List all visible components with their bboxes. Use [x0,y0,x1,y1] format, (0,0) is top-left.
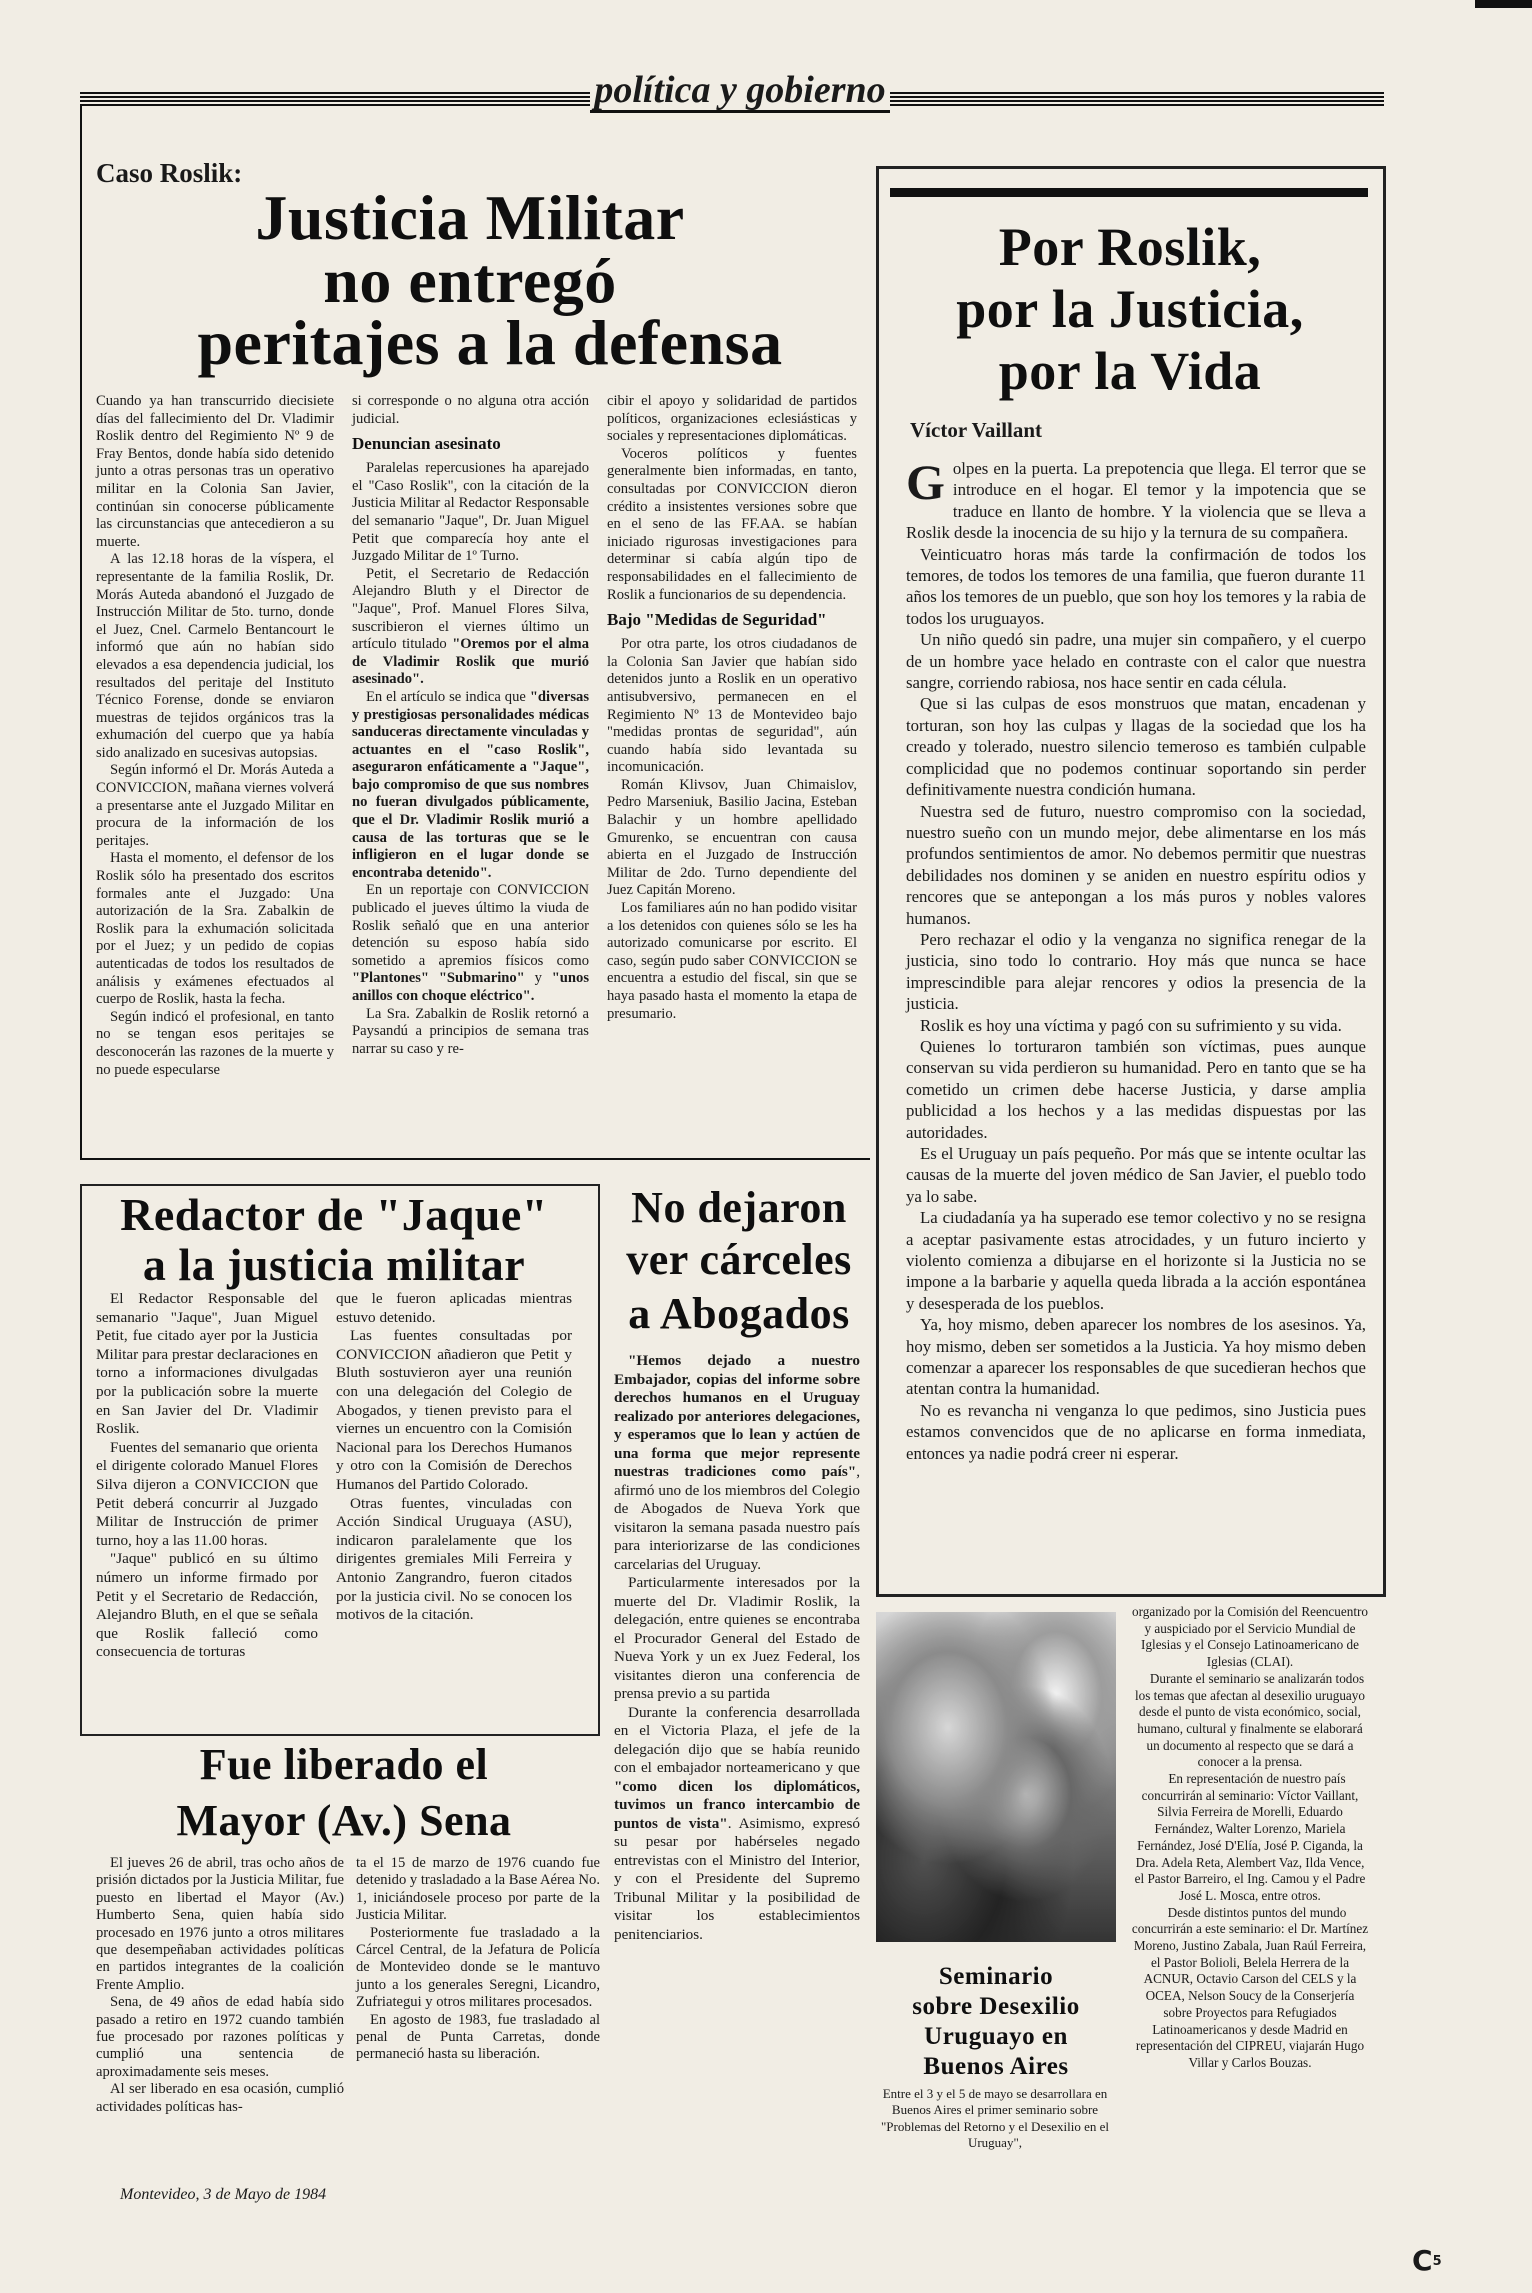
headline-line-1: Justicia Militar [255,182,685,253]
paragraph: Sena, de 49 años de edad había sido pasado a retiro en 1972 cuando también fue procesado por razones políticas y cumplió una sentencia de aproximadamente seis meses. [96,1994,344,2080]
header-rule-left [80,92,590,106]
paragraph: si corresponde o no alguna otra acción judicial. [352,393,589,427]
editorial-top-rule [890,188,1368,197]
left-frame-line-bottom [80,1158,870,1160]
text: En un reportaje con CONVICCION publicado el jueves último la viuda de Roslik señaló que en una anterior detención su esposo había sido sometido a apremios físicos como [352,882,589,969]
quote: "como dicen los diplomáticos, tuvimos un franco intercambio de puntos de vista" [614,1777,860,1832]
paragraph [352,689,589,883]
text: olpes en la puerta. La prepotencia que llega. El terror que se introduce en el hogar. El temor y la impotencia que se traduce en llanto de hombre. Y la violencia que se lleva a Roslik desde la inocencia de su hijo y la ternura de su compañera. [906,459,1366,543]
quote: "Hemos dejado a nuestro Embajador, copias del informe sobre derechos humanos en el Uruguay realizado por anteriores delegaciones, y esperamos que lo lean y actúen de una forma que mejor represente nuestras tradiciones como país" [614,1352,860,1480]
article3-headline-1: No dejaron [631,1183,847,1232]
text: , afirmó uno de los miembros del Colegio de Abogados de Nueva York que visitaron la semana pasada nuestro país para interiorizarse de las condiciones carcelarias del Uruguay. [614,1463,860,1573]
editorial-headline-3: por la Vida [998,341,1262,401]
paragraph: Pero rechazar el odio y la venganza no significa renegar de la justicia, sino todo lo contrario. Hoy más que nunca se hace imprescindible para alejar rencores y odios la presencia de la justicia. [906,929,1366,1014]
quote-title: "Oremos por el alma de Vladimir Roslik que murió asesinado". [352,636,589,688]
article2-headline-2: a la justicia militar [142,1239,526,1290]
article1-col3 [607,393,857,1023]
text: Petit, el Secretario de Redacción Alejandro Bluth y el Director de "Jaque", Prof. Manuel Flores Silva, suscribieron el viernes último un artículo titulado [352,565,589,653]
subhead-denuncian: Denuncian asesinato [352,434,501,454]
paragraph: ta el 15 de marzo de 1976 cuando fue detenido y trasladado a la Base Aérea No. 1, iniciándosele proceso por parte de la Justicia Militar. [356,1855,600,1924]
paragraph: Según informó el Dr. Morás Auteda a CONVICCION, mañana viernes volverá a presentarse ante el Juzgado Militar en procura de la información de los peritajes. [96,762,334,849]
text: . Asimismo, expresó su pesar por habérseles negado entrevistas con el Ministro del Interior, y con el Presidente del Supremo Tribunal Militar y la posibilidad de visitar los establecimientos penitenciarios. [614,1814,860,1943]
corner-mark [1475,0,1532,8]
editorial-lead [906,454,1366,544]
seminar-photo [876,1612,1116,1942]
article4-col2 [356,1855,600,2064]
paragraph: En representación de nuestro país concurrirán al seminario: Víctor Vaillant, Silvia Ferreira de Morelli, Eduardo Fernández, Walter Lorenzo, Mariela Fernández, José D'Elía, José P. Ciganda, la Dra. Adela Reta, Alembert Vaz, Ilda Vence, el Pastor Barreiro, el Ing. Camou y el Padre José L. Mosca, entre otros. [1134,1771,1366,1903]
text: Durante la conferencia desarrollada en el Victoria Plaza, el jefe de la delegación dijo que se había reunido con el embajador norteamericano y que [614,1703,860,1776]
quote: "diversas y prestigiosas personalidades médicas sanduceras directamente vinculadas y actuantes en el "caso Roslik", aseguraron enfáticamente a "Jaque", bajo compromiso de que sus nombres no fueran divulgados públicamente, que el Dr. Vladimir Roslik murió a causa de las torturas que se le infligieron en el lugar donde se encontraba detenido". [352,688,589,881]
paragraph: Durante el seminario se analizarán todos los temas que afectan al desexilio uruguayo desde el punto de vista económico, social, humano, cultural y finalmente se elaborará un documento al respecto que se dará a conocer a la prensa. [1135,1670,1365,1770]
text: En el artículo se indica que [366,688,530,705]
kicker: Caso Roslik: [96,158,243,188]
publication-logo [1412,2246,1442,2277]
article5-col [1130,1604,1370,2072]
paragraph: cibir el apoyo y solidaridad de partidos políticos, organizaciones eclesiásticas y sociales y representaciones diplomáticas. [607,393,857,445]
paragraph: Según indicó el profesional, en tanto no se tengan esos peritajes se desconocerán las razones de la muerte y no puede especularse [96,1008,334,1078]
paragraph: El jueves 26 de abril, tras ocho años de prisión dictados por la Justicia Militar, fue puesto en libertad el Mayor (Av.) Humberto Sena, quien había sido procesado en 1976 junto a otros militares que desempeñaban actividades políticas en partidos integrantes de la coalición Frente Amplio. [96,1855,344,1993]
paragraph: Hasta el momento, el defensor de los Roslik sólo ha presentado dos escritos formales ante el Juzgado: Una autorización de la Sra. Zabalkin de Roslik para la exhumación solicitada por el Juez; y un pedido de copias autenticadas de todos los resultados de análisis y exámenes efectuados al cuerpo de Roslik, hasta la fecha. [96,850,334,1008]
article3-body [614,1352,860,1944]
paragraph: Particularmente interesados por la muerte del Dr. Vladimir Roslik, la delegación, entre quienes se encontraba el Procurador General del Estado de Nueva York y un ex Juez Federal, los visitantes dieron una conferencia de prensa previo a su partida [614,1574,860,1702]
paragraph: Es el Uruguay un país pequeño. Por más que se intente ocultar las causas de la muerte del joven médico de San Javier, el pueblo todo ya lo sabe. [906,1144,1366,1206]
headline-line-2: no entregó [323,245,617,316]
quote: "Plantones" "Submarino" [352,970,525,987]
paragraph: Las fuentes consultadas por CONVICCION añadieron que Petit y Bluth sostuvieron ayer una reunión con una delegación del Colegio de Abogados, y tienen previsto para el viernes un encuentro con la Comisión Nacional para los Derechos Humanos y otro con la Comisión de Derechos Humanos del Partido Colorado. [336,1327,572,1493]
paragraph: Quienes lo torturaron también son víctimas, pues aunque conservan su vida perdieron su humanidad. Pero en tanto que se ha cometido un crimen debe hacerse Justicia, y darse amplia publicidad a los hechos y a las medidas dispuestas por las autoridades. [906,1036,1366,1142]
section-title: política y gobierno [590,70,890,113]
dropcap: G [906,454,945,510]
paragraph: Ya, hoy mismo, deben aparecer los nombres de los asesinos. Ya, hoy mismo, deben ser sometidos a la Justicia. Ya hoy mismo deben comenzar a aparecer los responsables de que sucedieran hechos que atentan contra la humanidad. [906,1315,1366,1399]
article2-col1 [96,1290,318,1662]
paragraph: En agosto de 1983, fue trasladado al penal de Punta Carretas, donde permaneció hasta su liberación. [356,2011,600,2063]
paragraph: Roslik es hoy una víctima y pagó con su sufrimiento y su vida. [920,1015,1342,1035]
paragraph: organizado por la Comisión del Reencuentro y auspiciado por el Servicio Mundial de Iglesias y el Consejo Latinoamericano de Iglesias (CLAI). [1132,1604,1368,1670]
editorial-headline-1: Por Roslik, [998,217,1262,277]
paragraph: Los familiares aún no han podido visitar a los detenidos con quienes sólo se les ha autorizado comunicarse por escrito. El caso, según pudo saber CONVICCION se encuentra a estudio del fiscal, sin que se haya pasado hasta el momento la etapa de presumario. [607,900,857,1022]
paragraph: Posteriormente fue trasladado a la Cárcel Central, de la Jefatura de Policía de Montevideo donde se le mantuvo junto a los generales Seregni, Licandro, Zufriategui y otros militares procesados. [356,1924,600,2011]
paragraph: Que si las culpas de esos monstruos que matan, encadenan y torturan, son hoy las culpas y llagas de la sociedad que los ha creado y tolerado, nuestro silencio temeroso es también culpable complicidad que no podemos continuar soportando sin perder definitivamente nuestra condición humana. [906,694,1366,800]
text: y [524,970,552,987]
paragraph: Al ser liberado en esa ocasión, cumplió actividades políticas has- [96,2081,344,2115]
paragraph: Fuentes del semanario que orienta el dirigente colorado Manuel Flores Silva dijeron a CONVICCION que Petit deberá concurrir al Juzgado Militar de Instrucción de primer turno, hoy a las 11.00 horas. [96,1438,318,1549]
quote: "unos anillos con choque eléctrico". [352,970,589,1004]
article4-headline-2: Mayor (Av.) Sena [176,1796,512,1845]
subhead-medidas: Bajo "Medidas de Seguridad" [607,610,827,630]
paragraph: Otras fuentes, vinculadas con Acción Sindical Uruguaya (ASU), indicaron paralelamente que los dirigentes gremiales Mili Ferreira y Antonio Zangrandro, fueron citados por la justicia civil. No se conocen los motivos de la citación. [336,1494,572,1624]
article5-caption [872,2086,1118,2152]
headline-line-3: peritajes a la defensa [197,307,783,378]
paragraph: A las 12.18 horas de la víspera, el representante de la familia Roslik, Dr. Morás Auteda abandonó el Juzgado de Instrucción Militar de 5to. turno, donde el Juez, Cnel. Carmelo Bentancourt le informó que aún no habían sido elevados a esa dependencia judicial, los resultados del peritaje del Instituto Técnico Forense, donde se enviaron muestras de tejidos orgánicos tras la exhumación del cuerpo que ya había sido analizado en sucesivas autopsias. [96,551,334,761]
editorial-body [906,454,1366,1464]
dateline: Montevideo, 3 de Mayo de 1984 [120,2186,327,2203]
paragraph [352,882,589,1005]
article3-headline-2: ver cárceles [626,1235,852,1284]
article2-col2 [336,1290,572,1625]
article1-col2 [352,393,589,1058]
article2-headline-1: Redactor de "Jaque" [120,1189,548,1240]
paragraph: Voceros políticos y fuentes generalmente bien informadas, en tanto, consultadas por CONVICCION dieron crédito a insistentes versiones sobre que en el seno de las FF.AA. se habían iniciado rigurosas investigaciones para determinar si cabía algún tipo de responsabilidades en el fallecimiento de Roslik a funcionarios de su dependencia. [607,445,857,603]
editorial-byline: Víctor Vaillant [910,418,1043,442]
paragraph: Entre el 3 y el 5 de mayo se desarrollara en Buenos Aires el primer seminario sobre "Problemas del Retorno y el Desexilio en el Uruguay", [880,2086,1110,2151]
article1-col1 [96,393,334,1079]
paragraph: "Jaque" publicó en su último número un informe firmado por Petit y el Secretario de Redacción, Alejandro Bluth, en el que se señala que Roslik falleció como consecuencia de torturas [96,1550,318,1661]
page-number: 5 [1432,2254,1442,2269]
paragraph: La Sra. Zabalkin de Roslik retornó a Paysandú a principios de semana tras narrar su caso y re- [352,1005,589,1057]
article4-col1 [96,1855,344,2116]
paragraph: Un niño quedó sin padre, una mujer sin compañero, y el cuerpo de un hombre yace helado en contraste con el calor que nuestra sangre, corriendo rabiosa, nos hace sentir en cada célula. [906,630,1366,693]
paragraph [614,1704,860,1945]
logo-mark: C [1412,2244,1433,2277]
article4-headline-1: Fue liberado el [199,1740,489,1789]
paragraph [352,566,589,689]
article5-headline-1: Seminario [938,1963,1054,1990]
editorial-headline-2: por la Justicia, [956,279,1304,339]
paragraph: El Redactor Responsable del semanario "Jaque", Juan Miguel Petit, fue citado ayer por la Justicia Militar para prestar declaraciones en torno a informaciones divulgadas por la publicación sobre la muerte en San Javier del Dr. Vladimir Roslik. [96,1290,318,1438]
paragraph: Veinticuatro horas más tarde la confirmación de todos los temores, de todos los temores de una familia, que fueron durante 11 años los temores de un pueblo, que son hoy los temores y la rabia de todos los uruguayos. [906,544,1366,628]
paragraph [614,1352,860,1574]
article5-headline-3: Uruguayo en [924,2023,1068,2050]
paragraph: No es revancha ni venganza lo que pedimos, sino Justicia pues estamos convencidos que de no aplicarse en forma inmediata, entonces ya nadie podrá creer ni esperar. [906,1400,1366,1463]
header-rule-right [890,92,1384,106]
paragraph: Paralelas repercusiones ha aparejado el "Caso Roslik", con la citación de la Justicia Militar al Redactor Responsable del semanario "Jaque", Dr. Juan Miguel Petit que comparecía hoy ante el Juzgado Militar de 1º Turno. [352,460,589,565]
paragraph: Nuestra sed de futuro, nuestro compromiso con la sociedad, nuestro sueño con un mundo mejor, debe alimentarse en los más profundos sentimientos de amor. No debemos permitir que nuestras debilidades nos dominen y se aniden en nuestro espíritu odios y rencores que se antepongan a los más puros y nobles valores humanos. [906,801,1366,928]
paragraph: Cuando ya han transcurrido diecisiete días del fallecimiento del Dr. Vladimir Roslik dentro del Regimiento Nº 9 de Fray Bentos, donde había sido detenido junto a otras personas tras un operativo militar en la Colonia San Javier, continúan sin conocerse públicamente las circunstancias que antecedieron a su muerte. [96,393,334,550]
paragraph: La ciudadanía ya ha superado ese temor colectivo y no se resigna a aceptar pasivamente estas atrocidades, y un futuro incierto y violento comienza a dibujarse en el horizonte si la Justicia no se impone a la barbarie y aquella queda librada a la acción espontánea y desesperada de los pueblos. [906,1208,1366,1313]
paragraph: Desde distintos puntos del mundo concurrirán a este seminario: el Dr. Martínez Moreno, Justino Zabala, Juan Raúl Ferreira, el Pastor Bolioli, Belela Herrera de la ACNUR, Octavio Carson del CELS y la OCEA, Nelson Soucy de la Conserjería sobre Proyectos para Refugiados Latinoamericanos y desde Madrid en representación del CIPREU, viajarán Hugo Villar y Carlos Bouzas. [1131,1904,1369,2070]
left-frame-line [80,106,82,1158]
article5-headline-2: sobre Desexilio [912,1993,1080,2020]
article3-headline-3: a Abogados [628,1289,850,1338]
article5-headline-4: Buenos Aires [923,2053,1069,2080]
paragraph: que le fueron aplicadas mientras estuvo detenido. [336,1290,572,1326]
paragraph: Por otra parte, los otros ciudadanos de la Colonia San Javier que habían sido detenidos junto a Roslik en un operativo antisubversivo, permanecen en el Regimiento Nº 13 de Montevideo bajo "medidas prontas de seguridad", aún cuando había sido levantada su incomunicación. [607,636,857,776]
paragraph: Román Klivsov, Juan Chimaislov, Pedro Marseniuk, Basilio Jacina, Esteban Balachir y un hombre apellidado Gmurenko, se encuentran con causa abierta en el Juzgado de Instrucción Militar de 2do. Turno dependiente del Juez Capitán Moreno. [607,776,857,899]
